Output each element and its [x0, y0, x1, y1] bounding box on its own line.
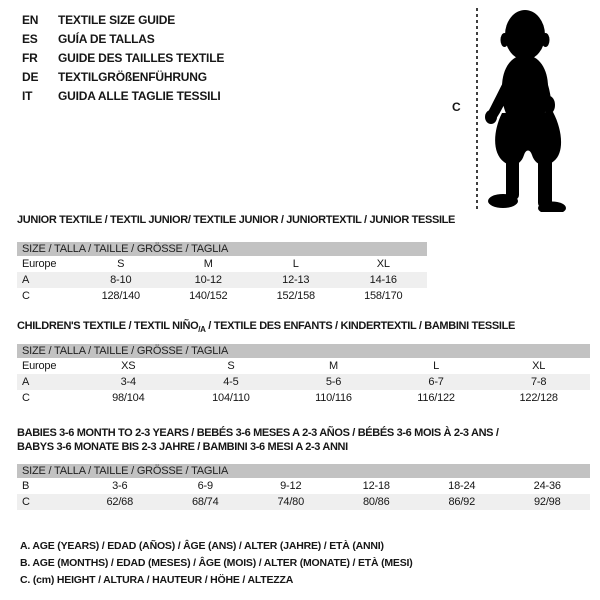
table-cell: 80/86: [362, 496, 390, 508]
babies-title-line2: BABYS 3-6 MONATE BIS 2-3 JAHRE / BAMBINI 3-6 MESI A 2-3 ANNI: [17, 441, 348, 453]
footnote-a: A. AGE (YEARS) / EDAD (AÑOS) / ÂGE (ANS) / ALTER (JAHRE) / ETÀ (ANNI): [20, 539, 384, 552]
table-cell: 128/140: [101, 290, 140, 302]
lang-row-en: [22, 10, 224, 29]
footnote-c: C. (cm) HEIGHT / ALTURA / HAUTEUR / HÖHE / ALTEZZA: [20, 573, 294, 586]
lang-row-it: [22, 86, 224, 105]
table-row: [17, 374, 590, 390]
lang-row-de: [22, 67, 224, 86]
table-cell: 10-12: [194, 274, 222, 286]
title-subscript: /A: [198, 325, 206, 335]
table-cell: 152/158: [276, 290, 315, 302]
table-cell: 62/68: [106, 496, 134, 508]
table-row: [17, 390, 590, 406]
table-row: [17, 494, 590, 510]
table-cell: XS: [121, 360, 136, 372]
babies-title-line1: BABIES 3-6 MONTH TO 2-3 YEARS / BEBÉS 3-6 MESES A 2-3 AÑOS / BÉBÉS 3-6 MOIS À 2-3 ANS /: [17, 427, 499, 439]
lang-title: GUÍA DE TALLAS: [58, 31, 155, 46]
table-cell: 3-6: [112, 480, 128, 492]
table-cell: 74/80: [277, 496, 305, 508]
table-cell: 104/110: [212, 392, 250, 404]
table-cell: 98/104: [112, 392, 145, 404]
table-cell: 140/152: [189, 290, 228, 302]
lang-code: EN: [22, 12, 39, 27]
lang-row-fr: [22, 48, 224, 67]
table-cell: L: [292, 258, 299, 270]
table-cell: 24-36: [533, 480, 561, 492]
row-label: Europe: [22, 360, 57, 372]
table-cell: S: [227, 360, 235, 372]
row-label: Europe: [22, 258, 57, 270]
title-text: CHILDREN'S TEXTILE / TEXTIL NIÑO: [17, 320, 199, 332]
table-cell: 6-7: [428, 376, 444, 388]
junior-table: [17, 242, 427, 304]
table-row: [17, 478, 590, 494]
table-cell: 86/92: [448, 496, 476, 508]
size-header-bar: SIZE / TALLA / TAILLE / GRÖSSE / TAGLIA: [17, 464, 590, 478]
table-row: [17, 256, 427, 272]
children-table: [17, 344, 590, 406]
row-label: B: [22, 480, 30, 492]
lang-code: IT: [22, 88, 33, 103]
table-cell: M: [203, 258, 213, 270]
table-cell: 9-12: [280, 480, 302, 492]
lang-title: TEXTILE SIZE GUIDE: [58, 12, 176, 27]
table-cell: 158/170: [364, 290, 403, 302]
table-cell: M: [329, 360, 338, 372]
table-cell: 3-4: [120, 376, 136, 388]
size-header-bar: SIZE / TALLA / TAILLE / GRÖSSE / TAGLIA: [17, 344, 590, 358]
table-cell: S: [117, 258, 125, 270]
table-cell: 12-13: [282, 274, 310, 286]
table-cell: 12-18: [362, 480, 390, 492]
table-cell: 110/116: [315, 392, 352, 404]
table-cell: 14-16: [369, 274, 397, 286]
children-table-title: [17, 320, 515, 334]
row-label: A: [22, 274, 30, 286]
lang-title: GUIDA ALLE TAGLIE TESSILI: [58, 88, 221, 103]
lang-code: DE: [22, 69, 39, 84]
row-label: C: [22, 290, 30, 302]
table-cell: L: [433, 360, 440, 372]
table-cell: 4-5: [223, 376, 239, 388]
table-cell: XL: [376, 258, 390, 270]
junior-table-title: JUNIOR TEXTILE / TEXTIL JUNIOR/ TEXTILE JUNIOR / JUNIORTEXTIL / JUNIOR TESSILE: [17, 214, 456, 226]
row-label: A: [22, 376, 30, 388]
table-cell: 18-24: [448, 480, 476, 492]
row-label: C: [22, 496, 30, 508]
lang-title: TEXTILGRÖßENFÜHRUNG: [58, 69, 207, 84]
table-row: [17, 358, 590, 374]
row-label: C: [22, 392, 30, 404]
baby-silhouette-icon: [481, 7, 571, 212]
baby-figure: [440, 0, 600, 220]
footnote-b: B. AGE (MONTHS) / EDAD (MESES) / ÂGE (MOIS) / ALTER (MONATE) / ETÀ (MESI): [20, 556, 413, 569]
babies-table-title: [17, 426, 499, 454]
footnotes: [20, 537, 413, 588]
table-row: [17, 272, 427, 288]
lang-code: ES: [22, 31, 38, 46]
table-cell: 8-10: [110, 274, 132, 286]
lang-title: GUIDE DES TAILLES TEXTILE: [58, 50, 225, 65]
table-cell: 116/122: [417, 392, 455, 404]
lang-code: FR: [22, 50, 38, 65]
lang-row-es: [22, 29, 224, 48]
table-row: [17, 288, 427, 304]
table-cell: 68/74: [191, 496, 219, 508]
table-cell: 6-9: [197, 480, 213, 492]
babies-table: [17, 464, 590, 510]
table-cell: 92/98: [533, 496, 561, 508]
height-c-label: C: [452, 100, 461, 114]
table-cell: 7-8: [531, 376, 547, 388]
table-cell: XL: [532, 360, 546, 372]
size-header-bar: SIZE / TALLA / TAILLE / GRÖSSE / TAGLIA: [17, 242, 427, 256]
table-cell: 5-6: [325, 376, 342, 388]
table-cell: 122/128: [519, 392, 558, 404]
title-text: / TEXTILE DES ENFANTS / KINDERTEXTIL / BAMBINI TESSILE: [205, 320, 515, 332]
language-legend: [22, 10, 224, 105]
height-dashed-line: [476, 8, 478, 212]
